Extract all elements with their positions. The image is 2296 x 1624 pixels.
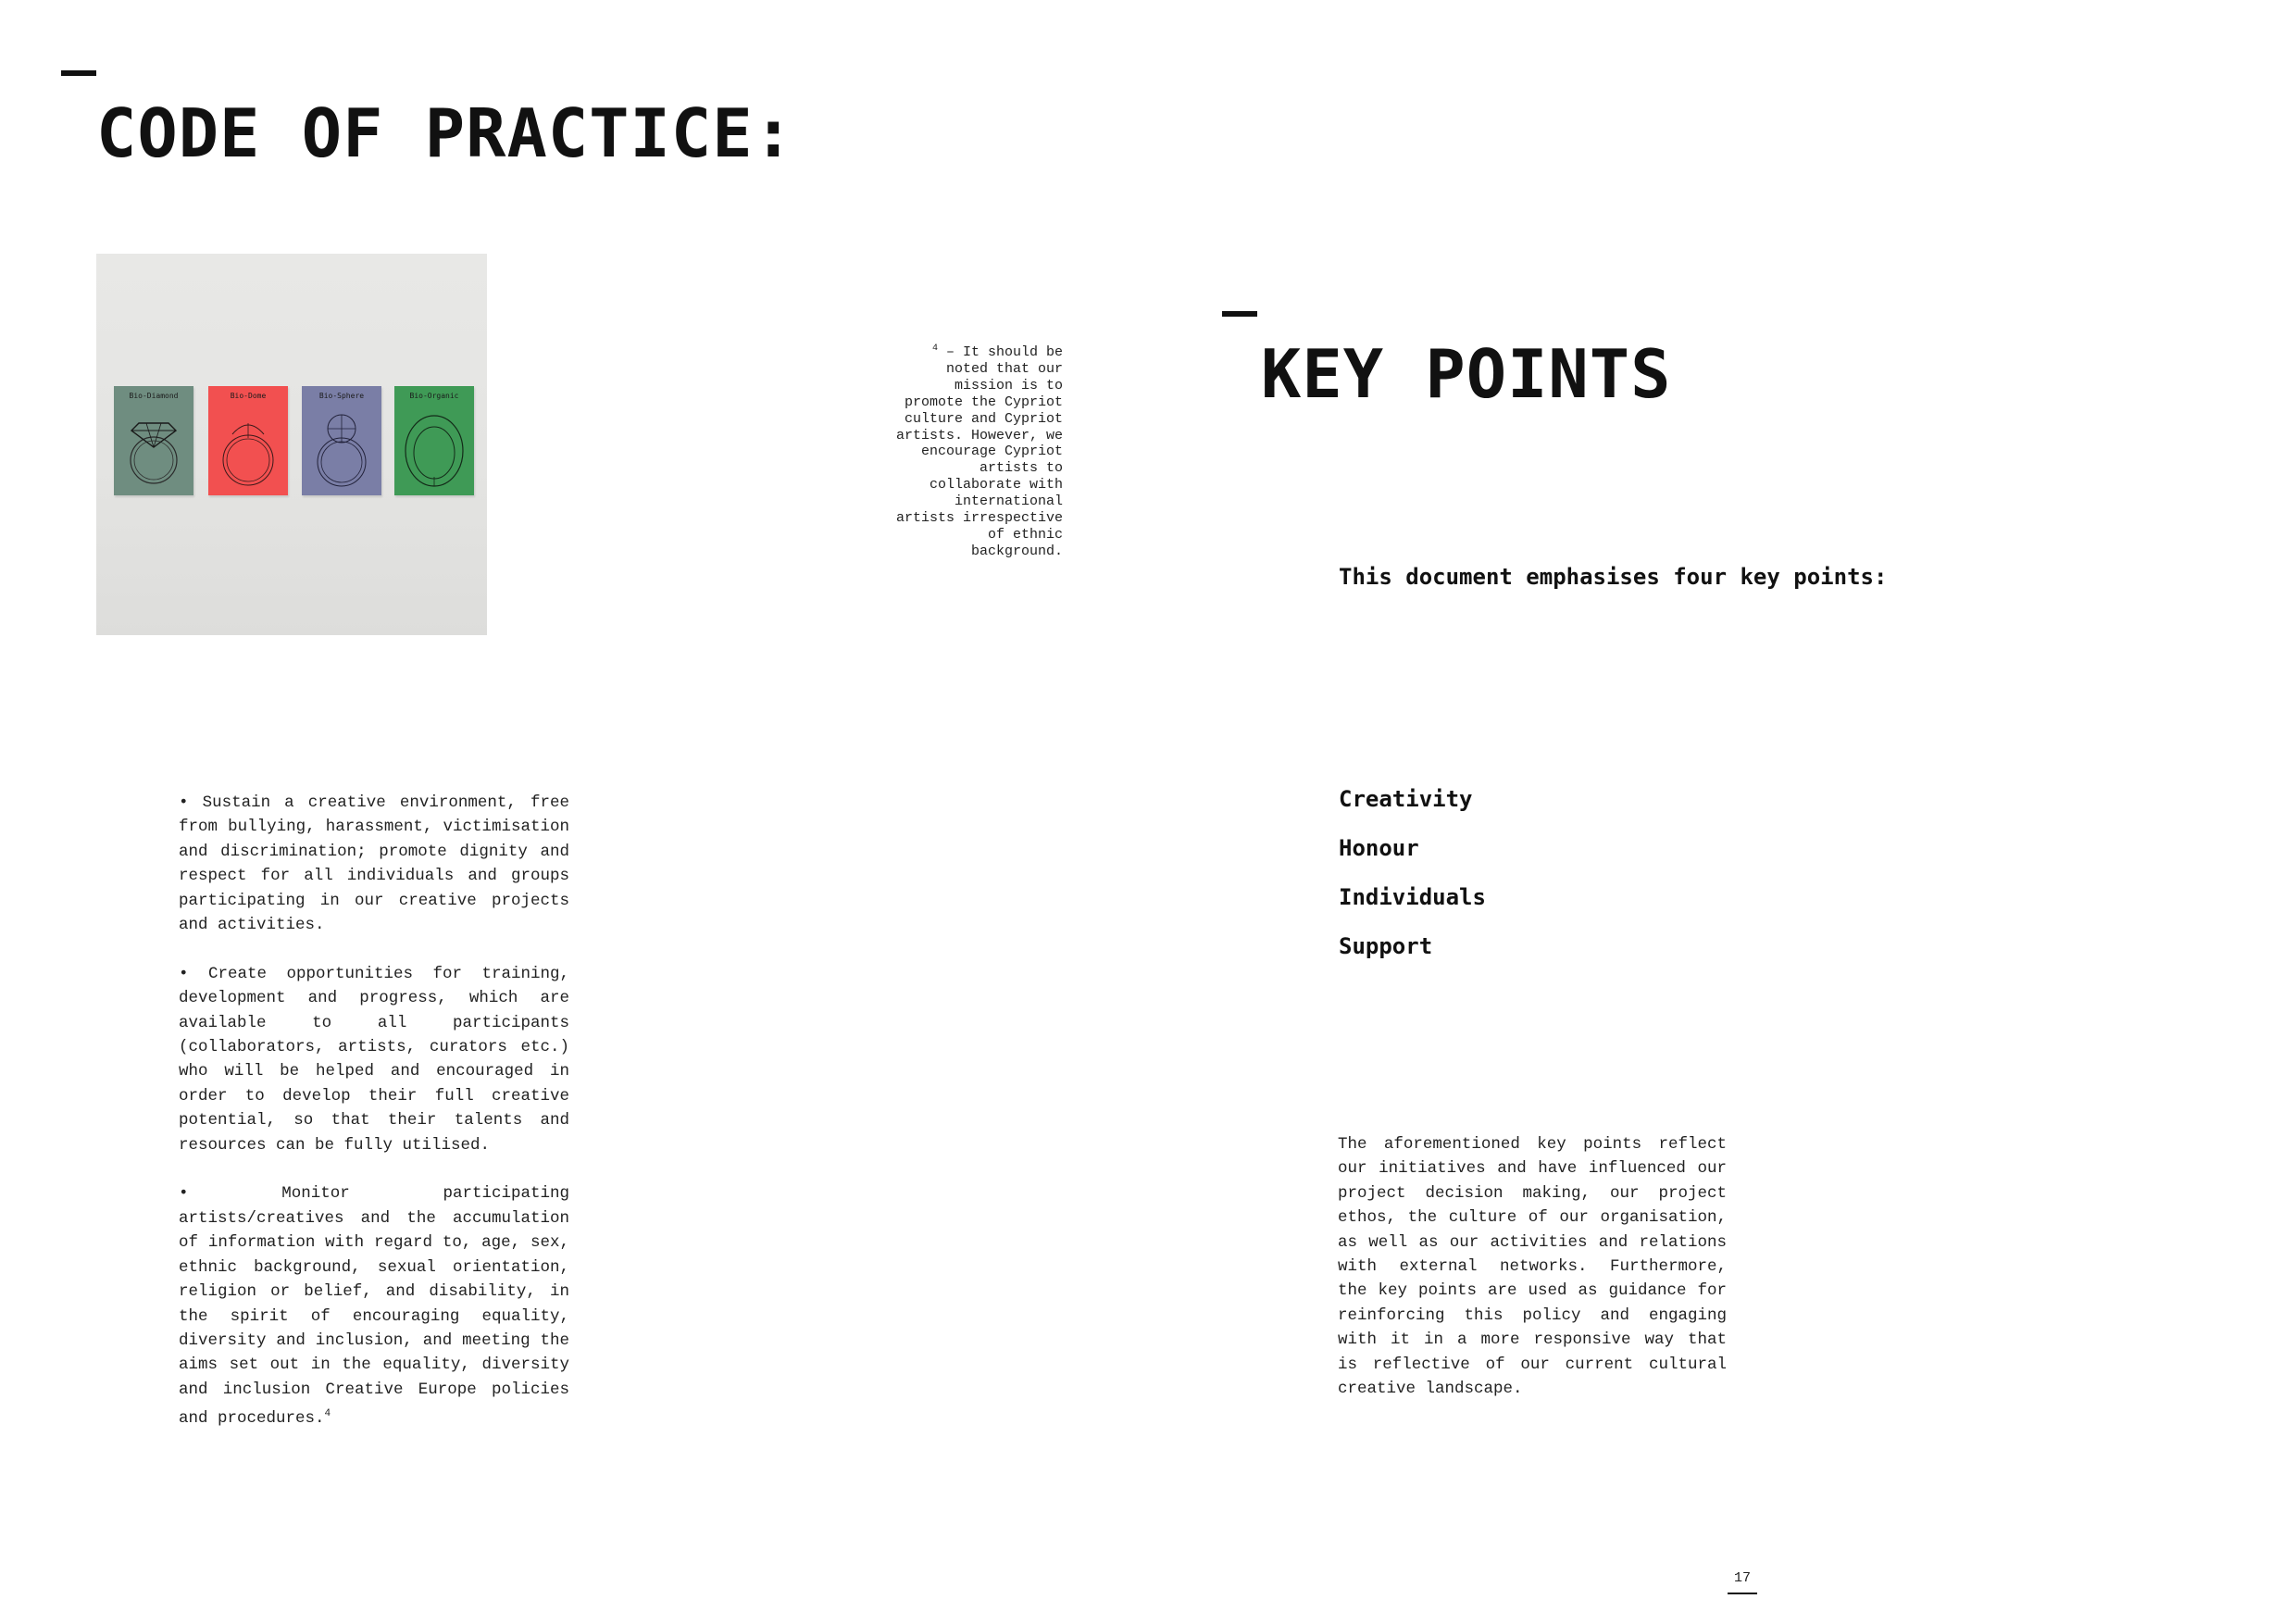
key-point-individuals: Individuals xyxy=(1339,884,1486,910)
card-bio-sphere xyxy=(302,386,381,495)
card-bio-diamond xyxy=(114,386,193,495)
page-number: 17 xyxy=(1733,1570,1751,1586)
page-title: CODE OF PRACTICE: xyxy=(96,94,794,172)
intro-text: This document emphasises four key points: xyxy=(1339,564,1888,590)
title-dash xyxy=(1222,311,1257,317)
sphere-ring-icon xyxy=(302,386,381,495)
card-label: Bio-Sphere xyxy=(318,392,365,400)
closing-paragraph: The aforementioned key points reflect our initiatives and have influenced our project decision making, our project ethos, the culture of our organisation, as well as our activities and relations with external networks. Furthermore, the key points are used as guidance for reinforcing this policy and engaging with it in a more responsive way that is reflective of our current cultural creative landscape. xyxy=(1338,1135,1727,1399)
bullet-item: • Create opportunities for training, development and progress, which are available to all participants (collaborators, artists, curators etc.) who will be helped and encouraged in order to develop their full creative potential, so that their talents and resources can be fully utilised. xyxy=(179,964,569,1155)
organic-ring-icon xyxy=(394,386,474,495)
card-label: Bio-Organic xyxy=(409,392,459,400)
card-label: Bio-Diamond xyxy=(129,392,179,400)
bullet-item: • Monitor participating artists/creatives and the accumulation of information with regard to, age, sex, ethnic background, sexual orientation, religion or belief, and disability, in the spirit of encouraging equality, diversity and inclusion, and meeting the aims set out in the equality, diversity and inclusion Creative Europe policies and procedures.$^4$ xyxy=(179,1184,569,1428)
footnote: $^4$ – It should be noted that our mission is to promote the Cypriot culture and Cypriot artists. However, we encourage Cypriot artists to collaborate with international artists irrespective of ethnic background. xyxy=(895,344,1063,559)
card-label: Bio-Dome xyxy=(230,392,267,400)
page-number-rule xyxy=(1728,1593,1757,1594)
diamond-ring-icon xyxy=(114,386,193,495)
key-point-support: Support xyxy=(1339,933,1433,959)
exhibition-photo xyxy=(96,254,487,635)
key-point-honour: Honour xyxy=(1339,835,1419,861)
card-bio-organic xyxy=(394,386,474,495)
title-dash xyxy=(61,70,96,76)
bullet-list xyxy=(179,791,569,1455)
bullet-item: • Sustain a creative environment, free from bullying, harassment, victimisation and discrimination; promote dignity and respect for all individuals and groups participating in our creative projects and activities. xyxy=(179,793,569,935)
footnote-reference: 4 xyxy=(324,1408,331,1420)
card-bio-dome xyxy=(208,386,288,495)
dome-ring-icon xyxy=(208,386,288,495)
footnote-marker: 4 xyxy=(931,344,938,354)
section-title: KEY POINTS xyxy=(1261,335,1672,413)
key-point-creativity: Creativity xyxy=(1339,786,1473,812)
